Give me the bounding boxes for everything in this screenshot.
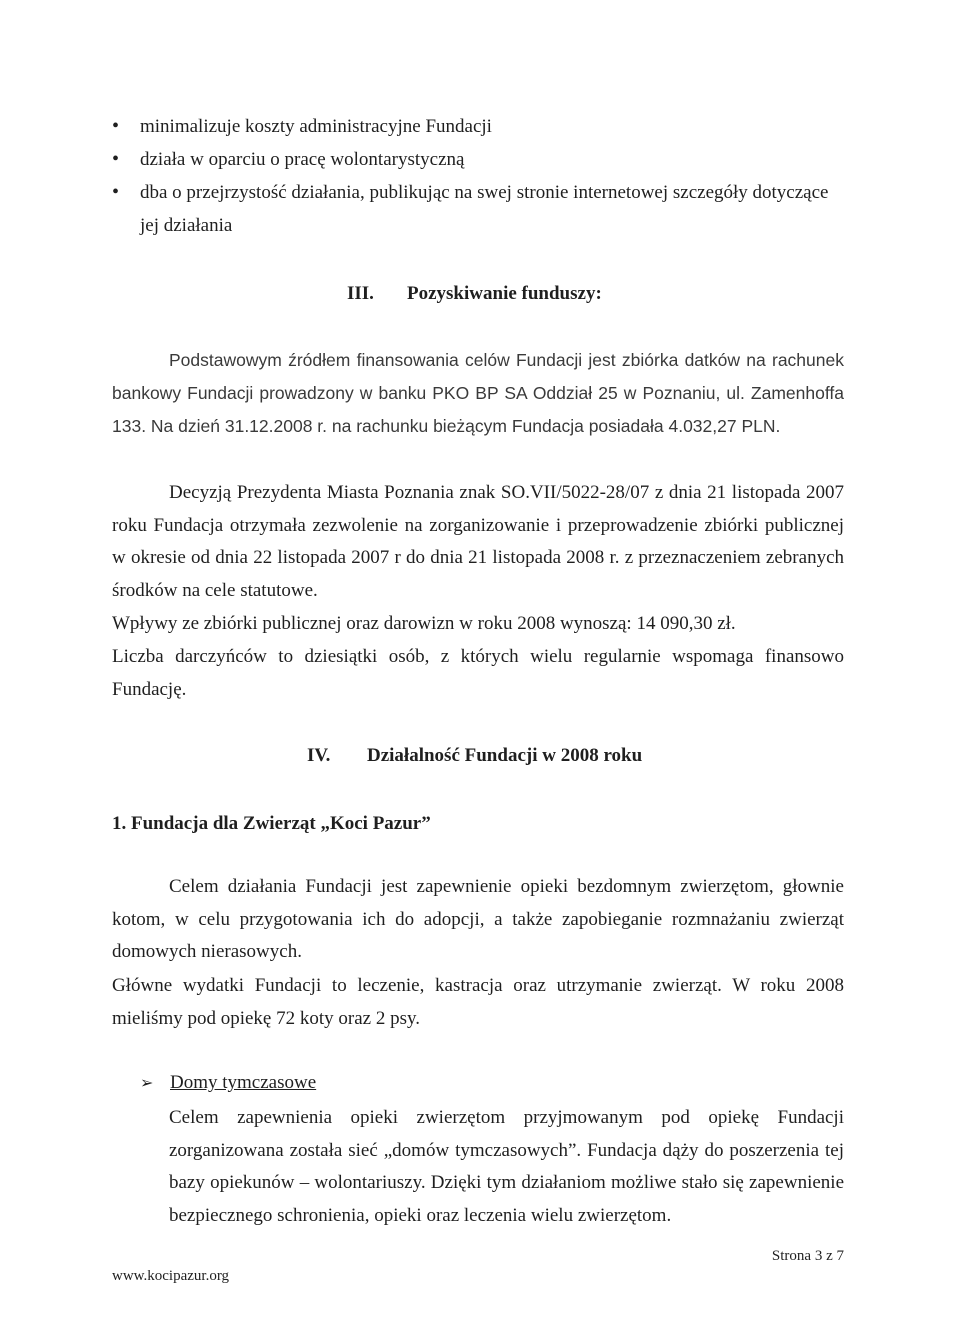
bullet-item: • minimalizuje koszty administracyjne Fundacji <box>112 110 852 143</box>
subsection-1-title: 1. Fundacja dla Zwierząt „Koci Pazur” <box>112 813 431 834</box>
temp-homes-heading <box>140 1072 316 1094</box>
temp-homes-title: Domy tymczasowe <box>170 1072 317 1093</box>
page-number: Strona 3 z 7 <box>771 1248 844 1264</box>
expenses-paragraph: Główne wydatki Fundacji to leczenie, kastracja oraz utrzymanie zwierząt. W roku 2008 mieliśmy pod opiekę 72 koty oraz 2 psy. <box>112 975 844 1029</box>
temp-homes-paragraph: Celem zapewnienia opieki zwierzętom przyjmowanym pod opiekę Fundacji zorganizowana została sieć „domów tymczasowych”. Fundacja dąży do poszerzenia tej bazy opiekunów – wolontariuszy. Dzięki tym działaniom możliwe stało się zapewnienie bezpiecznego schronienia, opieki oraz leczenia wielu zwierzętom. <box>169 1107 844 1226</box>
section-3-number: III. <box>347 283 374 304</box>
bullet-item: • działa w oparciu o pracę wolontarystyczną <box>112 143 852 176</box>
section-3-title: Pozyskiwanie funduszy: <box>407 283 602 304</box>
section-3-heading <box>347 283 602 305</box>
donors-paragraph: Liczba darczyńców to dziesiątki osób, z których wielu regularnie wspomaga finansowo Fundację. <box>112 646 844 700</box>
foundation-goal-paragraph: Celem działania Fundacji jest zapewnienie opieki bezdomnym zwierzętom, głownie kotom, w celu przygotowania ich do adopcji, a także zapobieganie rozmnażaniu zwierząt domowych nierasowych. <box>112 876 844 963</box>
collection-permit-paragraph: Decyzją Prezydenta Miasta Poznania znak SO.VII/5022-28/07 z dnia 21 listopada 2007 roku Fundacja otrzymała zezwolenie na zorganizowanie i przeprowadzenie zbiórki publicznej w okresie od dnia 22 listopada 2007 r do dnia 21 listopada 2008 r. z przeznaczeniem zebranych środków na cele statutowe. <box>112 482 844 601</box>
footer-url: www.kocipazur.org <box>112 1268 230 1284</box>
section-4-number: IV. <box>307 745 331 766</box>
bullet-list <box>112 110 852 242</box>
section-4-title: Działalność Fundacji w 2008 roku <box>367 745 643 766</box>
arrow-bullet-icon: ➢ <box>140 1073 154 1092</box>
bullet-item: • dba o przejrzystość działania, publikując na swej stronie internetowej szczegóły dotyczące jej działania <box>112 176 852 242</box>
section-4-heading <box>307 745 642 767</box>
funding-paragraph: Podstawowym źródłem finansowania celów Fundacji jest zbiórka datków na rachunek bankowy Fundacji prowadzony w banku PKO BP SA Oddział 25 w Poznaniu, ul. Zamenhoffa 133. Na dzień 31.12.2008 r. na rachunku bieżącym Fundacja posiadała 4.032,27 PLN. <box>112 350 844 436</box>
donations-paragraph: Wpływy ze zbiórki publicznej oraz darowizn w roku 2008 wynoszą: 14 090,30 zł. <box>112 613 736 634</box>
